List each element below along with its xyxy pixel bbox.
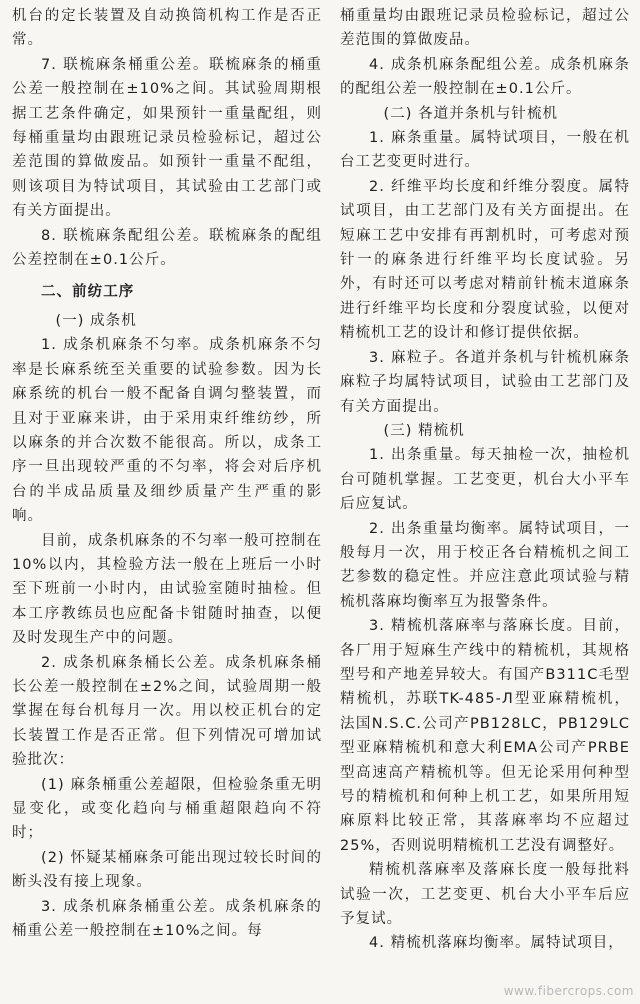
paragraph: 桶重量均由跟班记录员检验标记，超过公差范围的算做废品。 [340,8,630,49]
paragraph: 3. 精梳机落麻率与落麻长度。目前，各厂用于短麻生产线中的精梳机，其规格型号和产地差异较大。有国产B311C毛型精梳机，苏联TK-485-Л型亚麻精梳机，法国N.S.C.公司产PB128LC，PB129LC型亚麻精梳机和意大利EMA公司产PRBE型高速高产精梳机等。但无论采用何种型号的精梳机和何种上机工艺，如果所用短麻原料比较正常，其落麻率均不应超过25%，否则说明精梳机工艺没有调整好。 [340,618,630,854]
watermark: www.fibercrops.com [503,984,634,998]
paragraph: 2. 纤维平均长度和纤维分裂度。属特试项目，由工艺部门及有关方面提出。在短麻工艺中安排有再割机时，可考虑对预针一的麻条进行纤维平均长度试验。另外，有时还可以考虑对精前针梳末道麻条进行纤维平均长度和分裂度试验，以便对精梳机工艺的设计和修订提供依据。 [340,178,630,342]
paragraph: 7. 联梳麻条桶重公差。联梳麻条的桶重公差一般控制在±10%之间。其试验周期根据工艺条件确定，如果预针一重量配组，则每桶重量均由跟班记录员检验标记，超过公差范围的算做废品。如预针一重量不配组，则该项目为特试项目，其试验由工艺部门或有关方面提出。 [12,56,322,220]
paragraph: 3. 麻粒子。各道并条机与针梳机麻条麻粒子均属特试项目，试验由工艺部门及有关方面提出。 [340,349,630,415]
paragraph: 1. 出条重量。每天抽检一次，抽检机台可随机掌握。工艺变更，机台大小平车后应复试。 [340,447,630,513]
paragraph: 1. 麻条重量。属特试项目，一般在机台工艺变更时进行。 [340,130,630,171]
paragraph: 4. 精梳机落麻均衡率。属特试项目， [369,935,624,952]
paragraph: 2. 成条机麻条桶长公差。成条机麻条桶长公差一般控制在±2%之间，试验周期一般掌握在每台机每月一次。用以校正机台的定长装置工作是否正常。但下列情况可增加试验批次： [12,654,322,769]
subsection-heading: (三) 精梳机 [383,422,465,439]
paragraph: 1. 成条机麻条不匀率。成条机麻条不匀率是长麻系统至关重要的试验参数。因为长麻系统的机台一般不配备自调匀整装置，而且对于亚麻来讲，由于采用束纤维纺纱，所以麻条的并合次数不能很高。所以，成条工序一旦出现较严重的不匀率，将会对后序机台的半成品质量及细纱质量产生严重的影响。 [12,337,322,525]
paragraph: (1) 麻条桶重公差超限，但检验条重无明显变化，或变化趋向与桶重超限趋向不符时； [12,776,322,842]
subsection-heading: (一) 成条机 [55,312,137,329]
paragraph: 3. 成条机麻条桶重公差。成条机麻条的桶重公差一般控制在±10%之间。每 [12,898,322,940]
two-column-layout [12,4,630,1000]
paragraph: (2) 怀疑某桶麻条可能出现过较长时间的断头没有接上现象。 [12,849,322,891]
paragraph: 8. 联梳麻条配组公差。联梳麻条的配组公差控制在±0.1公斤。 [12,227,322,269]
subsection-heading: (二) 各道并条机与针梳机 [383,105,559,122]
right-column [340,4,630,1004]
paragraph: 精梳机落麻率及落麻长度一般每批料试验一次，工艺变更、机台大小平车后应予复试。 [340,862,630,928]
section-heading: 二、前纺工序 [41,284,135,301]
paragraph: 目前，成条机麻条的不匀率一般可控制在10%以内，其检验方法一般在上班后一小时至下班前一小时内，由试验室随时抽检。但本工序教练员也应配备卡钳随时抽查，以便及时发现生产中的问题。 [12,532,322,647]
left-column [12,4,322,1004]
paragraph: 4. 成条机麻条配组公差。成条机麻条的配组公差一般控制在±0.1公斤。 [340,56,630,98]
paragraph: 机台的定长装置及自动换筒机构工作是否正常。 [12,8,322,49]
paragraph: 2. 出条重量均衡率。属特试项目，一般每月一次，用于校正各台精梳机之间工艺参数的稳定性。并应注意此项试验与精梳机落麻均衡率互为报警条件。 [340,520,630,610]
